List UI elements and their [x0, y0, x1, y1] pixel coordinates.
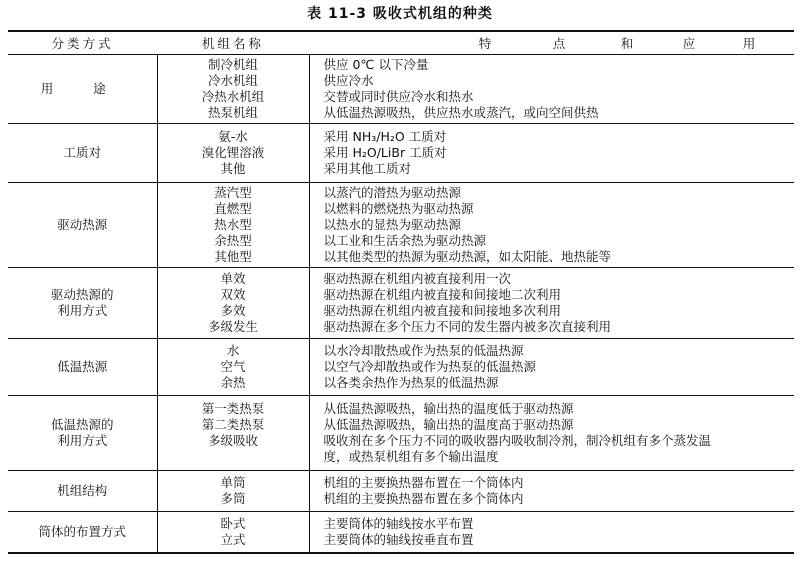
- feature-text: 采用 NH₃/H₂O 工质对: [323, 129, 447, 144]
- feature-text: 以蒸汽的潜热为驱动热源: [323, 185, 462, 200]
- category-label: 利用方式: [57, 303, 108, 318]
- unit-name: 制冷机组: [207, 57, 258, 72]
- feature-cell: [309, 183, 794, 268]
- unit-name: 多筒: [220, 491, 246, 506]
- unit-name: 立式: [220, 532, 246, 547]
- unit-name: 冷水机组: [207, 73, 258, 88]
- unit-name: 多级吸收: [207, 433, 258, 448]
- feature-text: 从低温热源吸热，输出热的温度低于驱动热源: [323, 401, 574, 416]
- category-label: 利用方式: [57, 433, 108, 448]
- unit-name: 第二类热泵: [201, 417, 265, 432]
- header-feature-char: 点: [552, 36, 566, 51]
- feature-cell: [309, 512, 794, 554]
- feature-text: 驱动热源在机组内被直接和间接地多次利用: [323, 303, 562, 318]
- feature-cell: [309, 124, 794, 183]
- feature-text: 主要筒体的轴线按水平布置: [323, 516, 474, 531]
- feature-text: 以其他类型的热源为驱动热源，如太阳能、地热能等: [323, 249, 612, 264]
- feature-text: 吸收剂在多个压力不同的吸收器内吸收制冷剂，制冷机组有多个蒸发温: [323, 433, 712, 448]
- feature-cell: [309, 55, 794, 124]
- group-low-temp-utilization: [8, 396, 794, 471]
- feature-text: 供应 0℃ 以下冷量: [323, 57, 429, 72]
- unit-name: 余热型: [214, 233, 252, 248]
- unit-name: 热泵机组: [207, 105, 258, 120]
- feature-text: 采用其他工质对: [323, 161, 412, 176]
- unit-name: 溴化锂溶液: [201, 145, 265, 160]
- unit-name: 多级发生: [207, 319, 258, 334]
- category-label: 驱动热源: [57, 217, 108, 232]
- name-cell: [157, 55, 309, 124]
- feature-text: 以各类余热作为热泵的低温热源: [323, 375, 499, 390]
- feature-cell: [309, 396, 794, 471]
- category-label: 驱动热源的: [50, 287, 114, 302]
- group-unit-structure: [8, 471, 794, 512]
- group-usage: [8, 55, 794, 124]
- header-row: [8, 31, 794, 55]
- feature-text: 以水冷却散热或作为热泵的低温热源: [323, 343, 524, 358]
- category-cell: [8, 268, 157, 339]
- feature-cell: [309, 268, 794, 339]
- feature-text: 供应冷水: [323, 73, 374, 88]
- name-cell: [157, 124, 309, 183]
- unit-name: 其他型: [214, 249, 252, 264]
- header-feature-char: 用: [742, 36, 756, 51]
- unit-name: 热水型: [214, 217, 252, 232]
- unit-name: 冷热水机组: [201, 89, 265, 104]
- unit-name: 卧式: [220, 516, 246, 531]
- unit-name: 多效: [220, 303, 246, 318]
- name-cell: [157, 471, 309, 512]
- feature-text: 以空气冷却散热或作为热泵的低温热源: [323, 359, 537, 374]
- category-cell: [8, 55, 157, 124]
- category-label: 低温热源: [57, 359, 108, 374]
- category-label: 低温热源的: [50, 417, 114, 432]
- unit-name: 单效: [220, 271, 246, 286]
- unit-name: 第一类热泵: [201, 401, 265, 416]
- group-shell-arrangement: [8, 512, 794, 554]
- group-low-temp-source: [8, 339, 794, 396]
- name-cell: [157, 339, 309, 396]
- unit-name: 余热: [220, 375, 246, 390]
- feature-text: 以燃料的燃烧热为驱动热源: [323, 201, 474, 216]
- absorption-unit-types-table: [8, 30, 794, 554]
- group-driving-heat-utilization: [8, 268, 794, 339]
- feature-cell: [309, 471, 794, 512]
- unit-name: 双效: [220, 287, 246, 302]
- feature-text: 机组的主要换热器布置在一个筒体内: [323, 475, 524, 490]
- feature-text: 交替或同时供应冷水和热水: [323, 89, 474, 104]
- name-cell: [157, 396, 309, 471]
- category-label: 机组结构: [57, 483, 108, 498]
- group-driving-heat-source: [8, 183, 794, 268]
- category-label: 工质对: [63, 145, 101, 160]
- unit-name: 氨-水: [218, 129, 248, 144]
- name-cell: [157, 183, 309, 268]
- unit-name: 直燃型: [214, 201, 252, 216]
- category-label: 用 途: [40, 81, 124, 96]
- category-cell: [8, 124, 157, 183]
- unit-name: 蒸汽型: [214, 185, 252, 200]
- unit-name: 单筒: [220, 475, 246, 490]
- feature-text: 机组的主要换热器布置在多个筒体内: [323, 491, 524, 506]
- category-cell: [8, 512, 157, 554]
- feature-text: 以工业和生活余热为驱动热源: [323, 233, 487, 248]
- category-cell: [8, 183, 157, 268]
- header-category: 分类方式: [8, 31, 157, 55]
- group-working-pair: [8, 124, 794, 183]
- feature-text: 驱动热源在机组内被直接利用一次: [323, 271, 512, 286]
- header-feature-char: 应: [682, 36, 696, 51]
- category-label: 筒体的布置方式: [38, 524, 126, 539]
- header-features: [309, 31, 794, 55]
- category-cell: [8, 339, 157, 396]
- unit-name: 空气: [220, 359, 246, 374]
- feature-text: 度，或热泵机组有多个输出温度: [323, 449, 499, 464]
- feature-text: 主要筒体的轴线按垂直布置: [323, 532, 474, 547]
- name-cell: [157, 268, 309, 339]
- feature-text: 从低温热源吸热，输出热的温度高于驱动热源: [323, 417, 574, 432]
- name-cell: [157, 512, 309, 554]
- unit-name: 水: [226, 343, 240, 358]
- feature-text: 从低温热源吸热，供应热水或蒸汽，或向空间供热: [323, 105, 599, 120]
- feature-text: 采用 H₂O/LiBr 工质对: [323, 145, 447, 160]
- header-feature-char: 特: [478, 36, 492, 51]
- header-name: 机组名称: [157, 31, 309, 55]
- feature-text: 以热水的显热为驱动热源: [323, 217, 462, 232]
- feature-cell: [309, 339, 794, 396]
- category-cell: [8, 396, 157, 471]
- header-feature-char: 和: [620, 36, 634, 51]
- feature-text: 驱动热源在多个压力不同的发生器内被多次直接利用: [323, 319, 612, 334]
- feature-text: 驱动热源在机组内被直接和间接地二次利用: [323, 287, 562, 302]
- table-title: 表 11-3 吸收式机组的种类: [307, 6, 493, 22]
- category-cell: [8, 471, 157, 512]
- unit-name: [158, 449, 309, 465]
- unit-name: 其他: [220, 161, 246, 176]
